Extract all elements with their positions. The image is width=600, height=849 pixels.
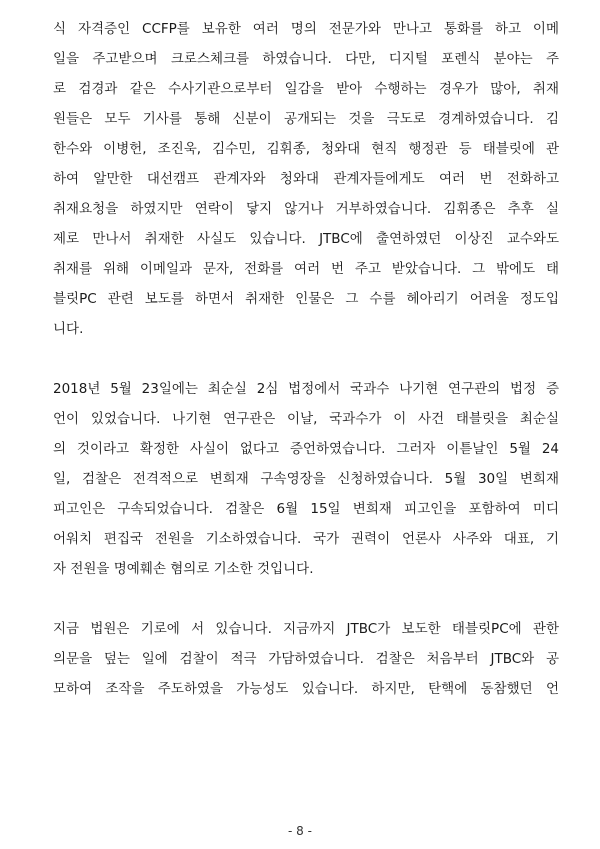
text-line: 취재를 위해 이메일과 문자, 전화를 여러 번 주고 받았습니다. 그 밖에도 태 — [53, 261, 559, 277]
text-line: 언이 있었습니다. 나기현 연구관은 이날, 국과수가 이 사건 태블릿을 최순실 — [53, 411, 559, 427]
document-body — [53, 14, 559, 704]
paragraph-spacer — [53, 584, 559, 614]
text-line: 자 전원을 명예훼손 혐의로 기소한 것입니다. — [53, 561, 314, 577]
text-line: 일을 주고받으며 크로스체크를 하였습니다. 다만, 디지털 포렌식 분야는 주 — [53, 51, 559, 67]
paragraph-3 — [53, 614, 559, 704]
text-line: 블릿PC 관련 보도를 하면서 취재한 인물은 그 수를 헤아리기 어려울 정도입 — [53, 291, 559, 307]
text-line: 한수와 이병헌, 조진욱, 김수민, 김휘종, 청와대 현직 행정관 등 태블릿에 관 — [53, 141, 559, 157]
text-line: 모하여 조작을 주도하였을 가능성도 있습니다. 하지만, 탄핵에 동참했던 언 — [53, 681, 559, 697]
text-line: 피고인은 구속되었습니다. 검찰은 6월 15일 변희재 피고인을 포함하여 미디 — [53, 501, 559, 517]
paragraph-1 — [53, 14, 559, 344]
text-line: 일, 검찰은 전격적으로 변희재 구속영장을 신청하였습니다. 5월 30일 변희재 — [53, 471, 559, 487]
text-line: 의문을 덮는 일에 검찰이 적극 가담하였습니다. 검찰은 처음부터 JTBC와 공 — [53, 651, 559, 667]
text-line: 로 검경과 같은 수사기관으로부터 일감을 받아 수행하는 경우가 많아, 취재 — [53, 81, 559, 97]
text-line: 제로 만나서 취재한 사실도 있습니다. JTBC에 출연하였던 이상진 교수와도 — [53, 231, 559, 247]
page-number: - 8 - — [288, 824, 312, 838]
paragraph-spacer — [53, 344, 559, 374]
text-line: 원들은 모두 기사를 통해 신분이 공개되는 것을 극도로 경계하였습니다. 김 — [53, 111, 559, 127]
text-line: 하여 알만한 대선캠프 관계자와 청와대 관계자들에게도 여러 번 전화하고 — [53, 171, 559, 187]
paragraph-2 — [53, 374, 559, 584]
text-line: 니다. — [53, 321, 84, 337]
text-line: 어워치 편집국 전원을 기소하였습니다. 국가 권력이 언론사 사주와 대표, 기 — [53, 531, 559, 547]
text-line: 식 자격증인 CCFP를 보유한 여러 명의 전문가와 만나고 통화를 하고 이메 — [53, 21, 559, 37]
text-line: 2018년 5월 23일에는 최순실 2심 법정에서 국과수 나기현 연구관의 법정 증 — [53, 381, 559, 397]
text-line: 지금 법원은 기로에 서 있습니다. 지금까지 JTBC가 보도한 태블릿PC에 관한 — [53, 621, 559, 637]
text-line: 취재요청을 하였지만 연락이 닿지 않거나 거부하였습니다. 김휘종은 추후 실 — [53, 201, 559, 217]
text-line: 의 것이라고 확정한 사실이 없다고 증언하였습니다. 그러자 이튿날인 5월 24 — [53, 441, 559, 457]
